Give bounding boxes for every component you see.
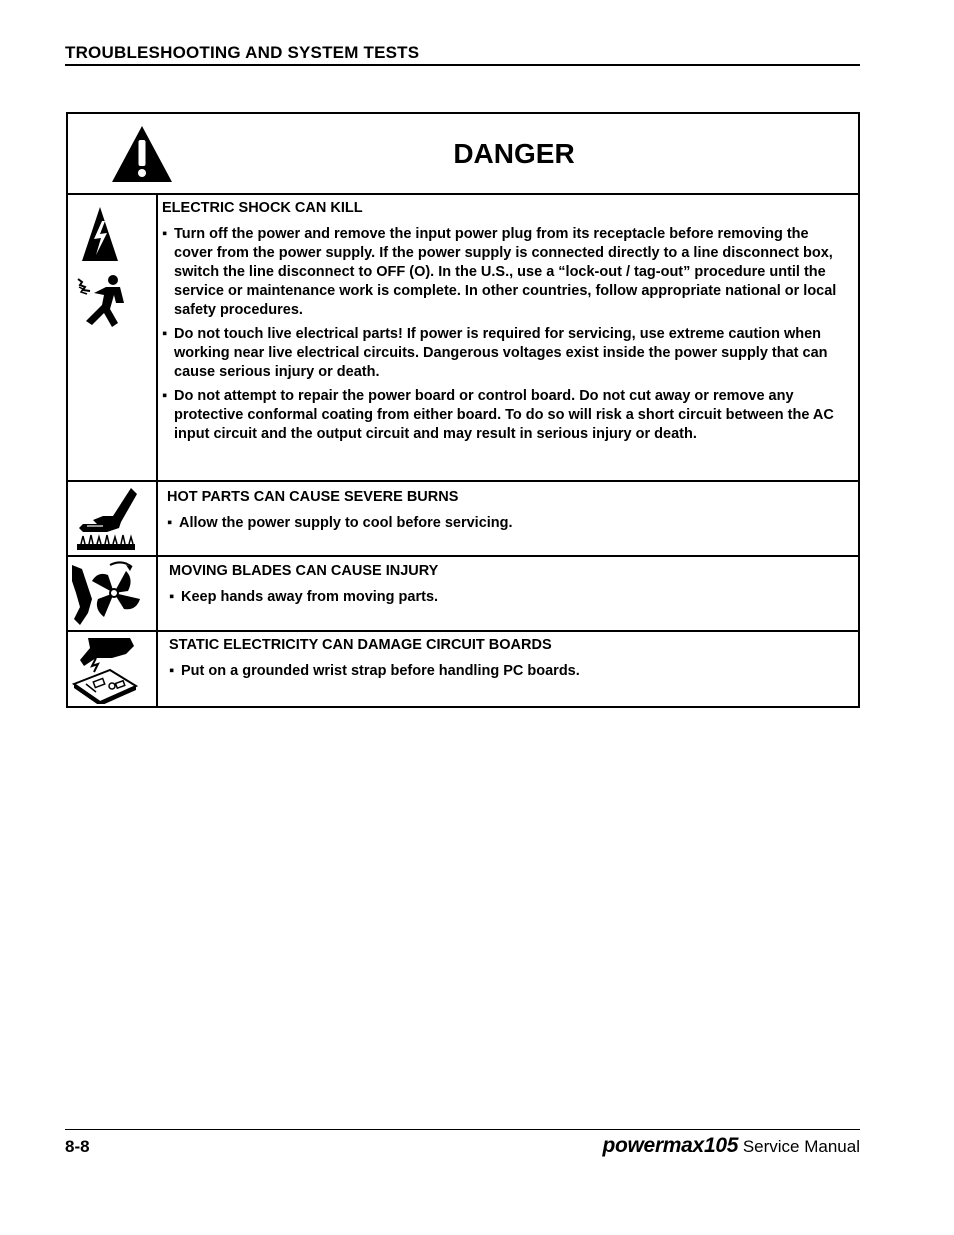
bullet-item (162, 325, 844, 382)
bullet-text: Turn off the power and remove the input power plug from its receptacle before removing the cover from the power supply. If the power supply is connected directly to a line disconnect box, switch the line disconnect to OFF (O). In the U.S., use a “lock-out / tag-out” procedure until the service or maintenance work is complete. In other countries, follow appropriate national or local safety procedures. (174, 226, 837, 318)
bullet-text: Keep hands away from moving parts. (181, 589, 439, 605)
bullet-marker: ▪ (169, 589, 175, 605)
bullet-item (162, 387, 844, 444)
manual-label: Service Manual (742, 1137, 860, 1156)
icon-cell (68, 195, 158, 480)
section-text (162, 195, 844, 449)
danger-section-static-electricity (68, 632, 858, 706)
danger-box (66, 112, 860, 708)
danger-section-electric-shock (68, 195, 858, 482)
section-text (167, 482, 844, 538)
moving-blades-icon (70, 559, 146, 629)
danger-header (68, 114, 858, 195)
icon-cell (68, 632, 158, 706)
bullet-list (167, 514, 844, 533)
section-title: ELECTRIC SHOCK CAN KILL (162, 200, 363, 216)
section-text (169, 632, 844, 686)
bullet-list (169, 588, 844, 607)
bullet-text: Put on a grounded wrist strap before handling PC boards. (181, 663, 580, 679)
bullet-marker: ▪ (162, 326, 168, 342)
bullet-marker: ▪ (167, 515, 173, 531)
hot-parts-icon (73, 486, 139, 552)
page-number: 8-8 (65, 1137, 90, 1156)
icon-cell (68, 482, 158, 555)
bullet-text: Do not touch live electrical parts! If power is required for servicing, use extreme caution when working near live electrical circuits. Dangerous voltages exist inside the power supply that can cause serious injury or death. (174, 326, 828, 380)
bullet-item (169, 588, 844, 607)
brand-name: powermax105 (602, 1134, 739, 1157)
electric-shock-icon (80, 205, 120, 265)
bullet-item (169, 662, 844, 681)
bullet-text: Allow the power supply to cool before servicing. (179, 515, 513, 531)
bullet-marker: ▪ (162, 226, 168, 242)
section-title: STATIC ELECTRICITY CAN DAMAGE CIRCUIT BOARDS (169, 637, 552, 653)
section-text (169, 557, 844, 612)
footer-rule (65, 1129, 860, 1130)
danger-section-hot-parts (68, 482, 858, 557)
page-header-title: TROUBLESHOOTING AND SYSTEM TESTS (65, 43, 420, 62)
static-electricity-icon (72, 636, 148, 704)
bullet-item (167, 514, 844, 533)
section-title: MOVING BLADES CAN CAUSE INJURY (169, 563, 439, 579)
icon-cell (68, 557, 158, 630)
bullet-marker: ▪ (162, 388, 168, 404)
bullet-marker: ▪ (169, 663, 175, 679)
danger-title: DANGER (453, 138, 575, 169)
bullet-item (162, 225, 844, 320)
section-title: HOT PARTS CAN CAUSE SEVERE BURNS (167, 489, 459, 505)
bullet-list (162, 225, 844, 444)
danger-section-moving-blades (68, 557, 858, 632)
bullet-list (169, 662, 844, 681)
person-shocked-icon (76, 273, 132, 333)
header-rule (65, 64, 860, 66)
footer-product (602, 1134, 860, 1158)
bullet-text: Do not attempt to repair the power board or control board. Do not cut away or remove any protective conformal coating from either board. To do so will risk a short circuit between the AC input circuit and the output circuit and may result in serious injury or death. (174, 388, 834, 442)
